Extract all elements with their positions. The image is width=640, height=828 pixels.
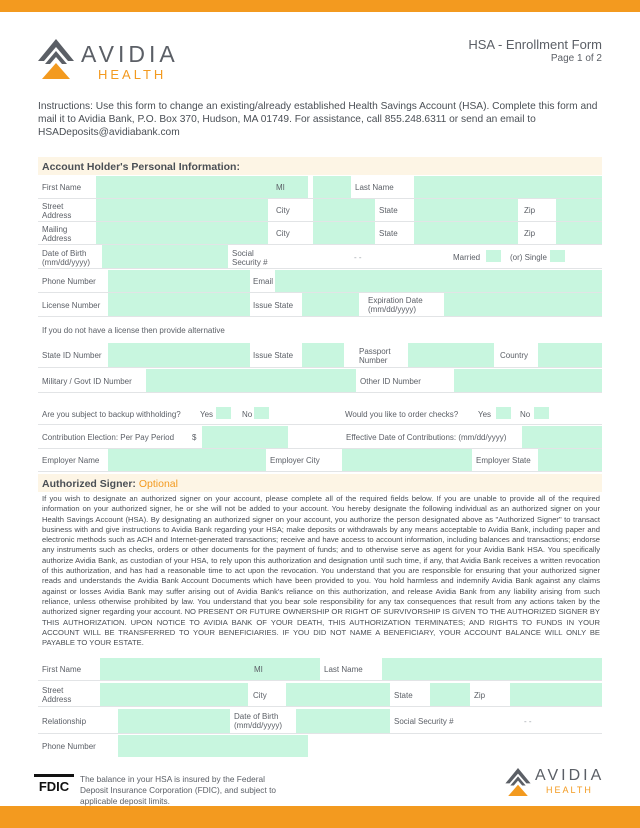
employer-city-label: Employer City (270, 456, 320, 465)
single-label: (or) Single (510, 253, 547, 262)
married-checkbox[interactable] (486, 250, 501, 262)
backup-withholding-question: Are you subject to backup withholding? (42, 410, 181, 419)
passport-field[interactable] (408, 343, 494, 367)
optional-tag: Optional (138, 478, 178, 490)
signer-phone-field[interactable] (118, 735, 308, 757)
license-label: License Number (42, 301, 101, 310)
street-address-field[interactable] (96, 199, 268, 221)
married-label: Married (453, 253, 481, 262)
zip-field[interactable] (556, 199, 602, 221)
mailing-zip-label: Zip (524, 229, 536, 238)
form-row (38, 222, 602, 245)
passport-label: Passport Number (359, 347, 391, 365)
employer-state-field[interactable] (538, 449, 602, 471)
avidia-health-logo (36, 37, 196, 85)
military-id-label: Military / Govt ID Number (42, 377, 132, 386)
last-name-field[interactable] (414, 176, 602, 198)
authorized-signer-heading (38, 474, 602, 492)
signer-state-field[interactable] (430, 683, 470, 706)
license-field[interactable] (108, 293, 250, 316)
logo-mark-icon (504, 766, 532, 798)
form-row (38, 683, 602, 707)
dob-label: Date of Birth (mm/dd/yyyy) (42, 249, 90, 267)
ssn-dashes: - - (354, 253, 362, 262)
signer-state-label: State (394, 691, 413, 700)
backup-no-checkbox[interactable] (254, 407, 269, 419)
street-address-label: Street Address (42, 202, 72, 220)
fdic-logo-text: FDIC (38, 779, 70, 794)
authorized-signer-heading-text: Authorized Signer: (42, 478, 136, 490)
authorized-signer-legal-text: If you wish to designate an authorized signer on your account, please complete all of the required fields below. If you are unable to provide all of the required information on your authorized signer, he or she will not be added to your account. You hereby designate the following individual as an authorized signer on your Health Savings Account (HSA). By designating an authorized signer on your account, you authorize the person designated above as "Authorized Signer" to transact business with and give instructions to Avidia Bank regarding your HSA; make deposits or withdrawals by any means acceptable to Avidia Bank, including paper and electronic methods such as ACH and Internet-generated transactions; receive and have access to account information, including balances and transactions; endorse any instruments such as checks, orders or other documents for the payment of funds; and to otherwise serve as agent for your Avidia Bank HSA. You specifically authorize Avidia Bank, as custodian of your HSA, to rely upon this authorization and designation until such time, if any, that Avidia Bank receives a written revocation of this authorization, and has had a reasonable time to act upon the revocation. You understand that you are responsible for ensuring that your authorized signer reads and understands the Avidia Bank Account Documents which have been provided to you. You hold harmless and indemnify Avidia Bank against any claims against or losses Avidia Bank may suffer arising out of Avidia Bank's reliance on this authorization, and release Avidia Bank from any liability arising from such reliance, unless otherwise prohibited by law. You understand that you bear sole responsibility for any tax consequences that result from any actions taken by the authorized signer regarding your account. NO PRESENT OR FUTURE OWNERSHIP OR RIGHT OF SURVIVORSHIP IS GIVEN TO THE AUTHORIZED SIGNER BY THIS AUTHORIZATION. UPON NOTICE TO AVIDIA BANK OF YOUR DEATH, THIS AUTHORIZATION TERMINATES; AND RIGHTS TO FUNDS IN YOUR ACCOUNT WILL BE TRANSFERRED TO YOUR BENEFICIARIES. IF YOU DID NOT NAME A BENEFICIARY, YOUR ACCOUNT BALANCE WILL ONLY BE PAYABLE TO YOUR ESTATE. (42, 494, 600, 648)
relationship-field[interactable] (118, 709, 230, 733)
phone-label: Phone Number (42, 277, 96, 286)
mailing-state-label: State (379, 229, 398, 238)
mailing-city-label: City (276, 229, 290, 238)
no-license-note: If you do not have a license then provide alternative (42, 326, 225, 335)
checks-no-checkbox[interactable] (534, 407, 549, 419)
form-row (38, 709, 602, 734)
signer-street-field[interactable] (100, 683, 248, 706)
issue-state-label: Issue State (253, 301, 294, 310)
form-row (38, 735, 602, 758)
backup-yes-checkbox[interactable] (216, 407, 231, 419)
expiration-field[interactable] (444, 293, 602, 316)
account-holder-heading (38, 157, 602, 175)
signer-mi-label: MI (254, 665, 263, 674)
backup-no-label: No (242, 410, 253, 419)
employer-city-field[interactable] (342, 449, 472, 471)
signer-dob-label: Date of Birth (mm/dd/yyyy) (234, 712, 282, 730)
form-row (38, 176, 602, 199)
signer-street-label: Street Address (42, 686, 72, 704)
form-row (38, 426, 602, 449)
mailing-address-field[interactable] (96, 222, 268, 244)
expiration-label: Expiration Date (mm/dd/yyyy) (368, 296, 423, 314)
contribution-label: Contribution Election: Per Pay Period (42, 433, 175, 442)
signer-city-label: City (253, 691, 267, 700)
country-label: Country (500, 351, 529, 360)
last-name-label: Last Name (355, 183, 394, 192)
form-row (38, 449, 602, 472)
issue-state-field[interactable] (302, 293, 359, 316)
contribution-amount-field[interactable] (202, 426, 288, 448)
id-issue-state-label: Issue State (253, 351, 294, 360)
id-issue-state-field[interactable] (302, 343, 344, 367)
signer-zip-label: Zip (474, 691, 486, 700)
top-accent-bar (0, 0, 640, 12)
backup-yes-label: Yes (200, 410, 214, 419)
form-row (38, 270, 602, 293)
employer-name-label: Employer Name (42, 456, 100, 465)
mailing-address-label: Mailing Address (42, 225, 72, 243)
effective-date-label: Effective Date of Contributions: (mm/dd/yyyy) (346, 433, 507, 442)
footer-logo-subtitle: HEALTH (546, 785, 593, 795)
signer-city-field[interactable] (286, 683, 390, 706)
mailing-zip-field[interactable] (556, 222, 602, 244)
form-title: HSA - Enrollment Form (468, 37, 602, 52)
checks-no-label: No (520, 410, 531, 419)
employer-name-field[interactable] (108, 449, 266, 471)
signer-ssn-label: Social Security # (394, 717, 454, 726)
zip-label: Zip (524, 206, 536, 215)
form-row (38, 658, 602, 681)
dob-field[interactable] (102, 245, 228, 268)
account-holder-heading-text: Account Holder's Personal Information: (42, 161, 240, 173)
signer-last-name-field[interactable] (382, 658, 602, 680)
dollar-sign: $ (192, 433, 197, 442)
ssn-label: Social Security # (232, 249, 268, 267)
phone-field[interactable] (108, 270, 250, 292)
avidia-health-footer-logo (504, 764, 614, 798)
form-row (38, 403, 602, 425)
bottom-accent-bar (0, 806, 640, 828)
form-row (38, 369, 602, 393)
state-field[interactable] (414, 199, 518, 221)
form-row (38, 245, 602, 269)
form-row (38, 293, 602, 317)
country-field[interactable] (538, 343, 602, 367)
effective-date-field[interactable] (522, 426, 602, 448)
single-checkbox[interactable] (550, 250, 565, 262)
signer-phone-label: Phone Number (42, 742, 96, 751)
footer-logo-wordmark: AVIDIA (535, 767, 605, 784)
signer-dob-field[interactable] (296, 709, 390, 733)
state-id-label: State ID Number (42, 351, 102, 360)
instructions-text: Instructions: Use this form to change an existing/already established Health Savings Account (HSA). Complete this form and mail it to Avidia Bank, P.O. Box 370, Hudson, MA 01749. For assistance, call 855.248.6311 or send an email to HSADeposits@avidiabank.com (38, 101, 598, 138)
fdic-disclaimer: The balance in your HSA is insured by the Federal Deposit Insurance Corporation (FDIC), and subject to applicable deposit limits. (80, 774, 276, 806)
mi-field[interactable] (313, 176, 351, 198)
employer-state-label: Employer State (476, 456, 531, 465)
signer-mi-field[interactable] (286, 658, 320, 680)
first-name-label: First Name (42, 183, 82, 192)
military-id-field[interactable] (146, 369, 356, 392)
relationship-label: Relationship (42, 717, 87, 726)
email-label: Email (253, 277, 274, 286)
signer-first-name-label: First Name (42, 665, 82, 674)
other-id-label: Other ID Number (360, 377, 421, 386)
logo-mark-icon (36, 37, 76, 81)
logo-subtitle: HEALTH (98, 67, 167, 82)
logo-wordmark: AVIDIA (81, 41, 179, 67)
form-row (38, 199, 602, 222)
state-label: State (379, 206, 398, 215)
fdic-logo-icon (34, 774, 74, 794)
other-id-field[interactable] (454, 369, 602, 392)
signer-zip-field[interactable] (510, 683, 602, 706)
city-label: City (276, 206, 290, 215)
mailing-city-field[interactable] (313, 222, 375, 244)
order-checks-question: Would you like to order checks? (345, 410, 459, 419)
checks-yes-label: Yes (478, 410, 492, 419)
signer-last-name-label: Last Name (324, 665, 363, 674)
page-number: Page 1 of 2 (550, 53, 602, 64)
state-id-field[interactable] (108, 343, 250, 367)
email-field[interactable] (275, 270, 602, 292)
form-row (38, 343, 602, 368)
mailing-state-field[interactable] (414, 222, 518, 244)
checks-yes-checkbox[interactable] (496, 407, 511, 419)
city-field[interactable] (313, 199, 375, 221)
mi-label: MI (276, 183, 285, 192)
signer-ssn-dashes: - - (524, 717, 532, 726)
